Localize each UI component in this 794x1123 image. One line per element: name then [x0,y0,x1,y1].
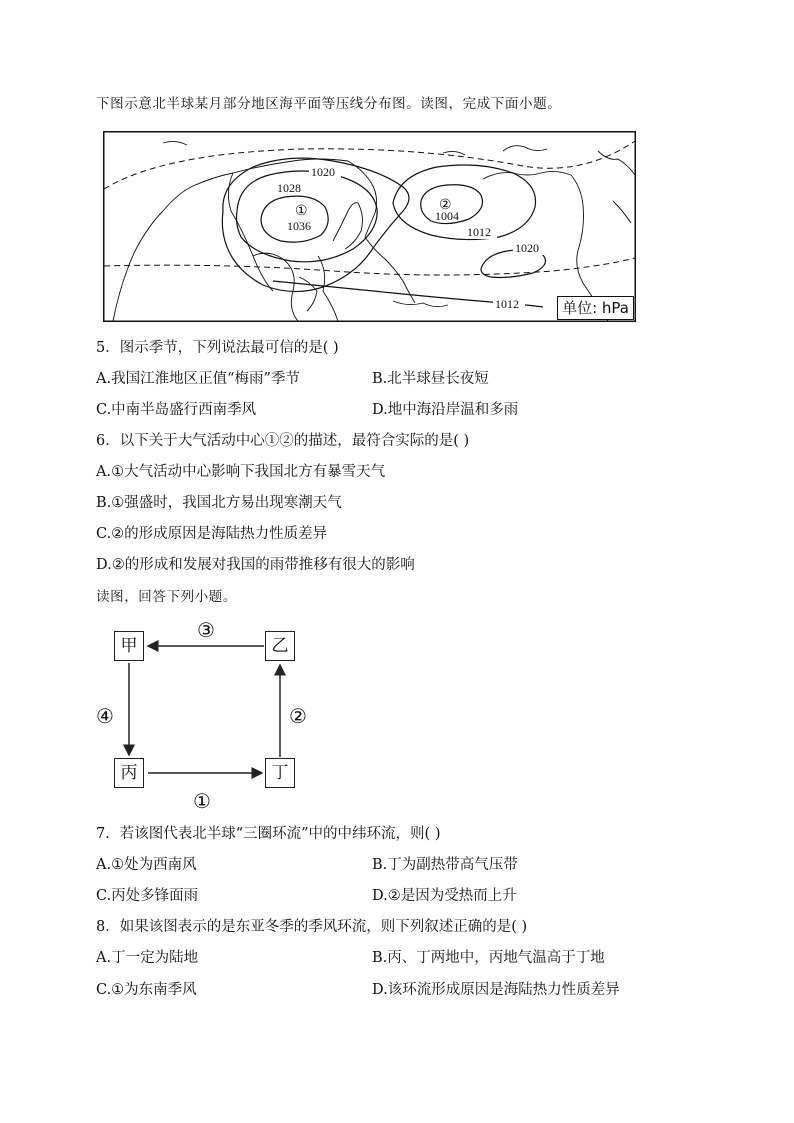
diagram-label-3: ③ [197,618,215,642]
circulation-diagram [96,615,326,815]
isobar-label-1020-top: 1020 [311,165,335,179]
isobar-label-1028: 1028 [277,181,301,195]
question-7-option-a: A.①处为西南风 [96,857,197,873]
isobar-label-1004: 1004 [435,209,459,223]
isobar-label-1012-bottom: 1012 [495,297,519,311]
diagram-label-1: ① [193,789,211,813]
pressure-center-1: ① [295,204,308,219]
box-jia: 甲 [114,631,144,661]
diagram-label-2: ② [289,704,307,728]
isobar-label-1036: 1036 [287,219,311,233]
map-unit-label: 单位: hPa [557,296,634,320]
box-bing: 丙 [114,758,144,788]
box-yi: 乙 [265,631,295,661]
question-5-option-b: B.北半球昼长夜短 [372,371,489,387]
question-8-option-d: D.该环流形成原因是海陆热力性质差异 [372,982,620,998]
question-5-option-a: A.我国江淮地区正值“梅雨”季节 [96,371,300,387]
question-7-option-b: B.丁为副热带高气压带 [372,857,518,873]
question-7-option-c: C.丙处多锋面雨 [96,888,199,904]
question-6-option-a: A.①大气活动中心影响下我国北方有暴雪天气 [96,464,386,480]
question-6-option-c: C.②的形成原因是海陆热力性质差异 [96,526,328,542]
question-8-stem: 8．如果该图表示的是东亚冬季的季风环流，则下列叙述正确的是( ) [96,919,528,935]
question-6-option-d: D.②的形成和发展对我国的雨带推移有很大的影响 [96,557,415,573]
question-6-option-b: B.①强盛时，我国北方易出现寒潮天气 [96,495,342,511]
isobar-map [103,131,636,322]
isobar-label-1020-right: 1020 [515,241,539,255]
question-5-option-c: C.中南半岛盛行西南季风 [96,402,257,418]
intro-text-2: 读图，回答下列小题。 [96,589,237,605]
diagram-label-4: ④ [96,704,114,728]
isobar-label-1012-right: 1012 [467,225,491,239]
intro-text: 下图示意北半球某月部分地区海平面等压线分布图。读图，完成下面小题。 [96,96,562,112]
pressure-center-2: ② [439,198,452,213]
question-8-option-a: A.丁一定为陆地 [96,950,199,966]
question-5-option-d: D.地中海沿岸温和多雨 [372,402,519,418]
question-8-option-c: C.①为东南季风 [96,982,197,998]
question-6-stem: 6．以下关于大气活动中心①②的描述，最符合实际的是( ) [96,433,470,449]
question-7-option-d: D.②是因为受热而上升 [372,888,517,904]
question-7-stem: 7．若该图代表北半球“三圈环流”中的中纬环流，则( ) [96,826,441,842]
question-8-option-b: B.丙、丁两地中，丙地气温高于丁地 [372,950,605,966]
box-ding: 丁 [265,758,295,788]
question-5-stem: 5．图示季节，下列说法最可信的是( ) [96,340,339,356]
